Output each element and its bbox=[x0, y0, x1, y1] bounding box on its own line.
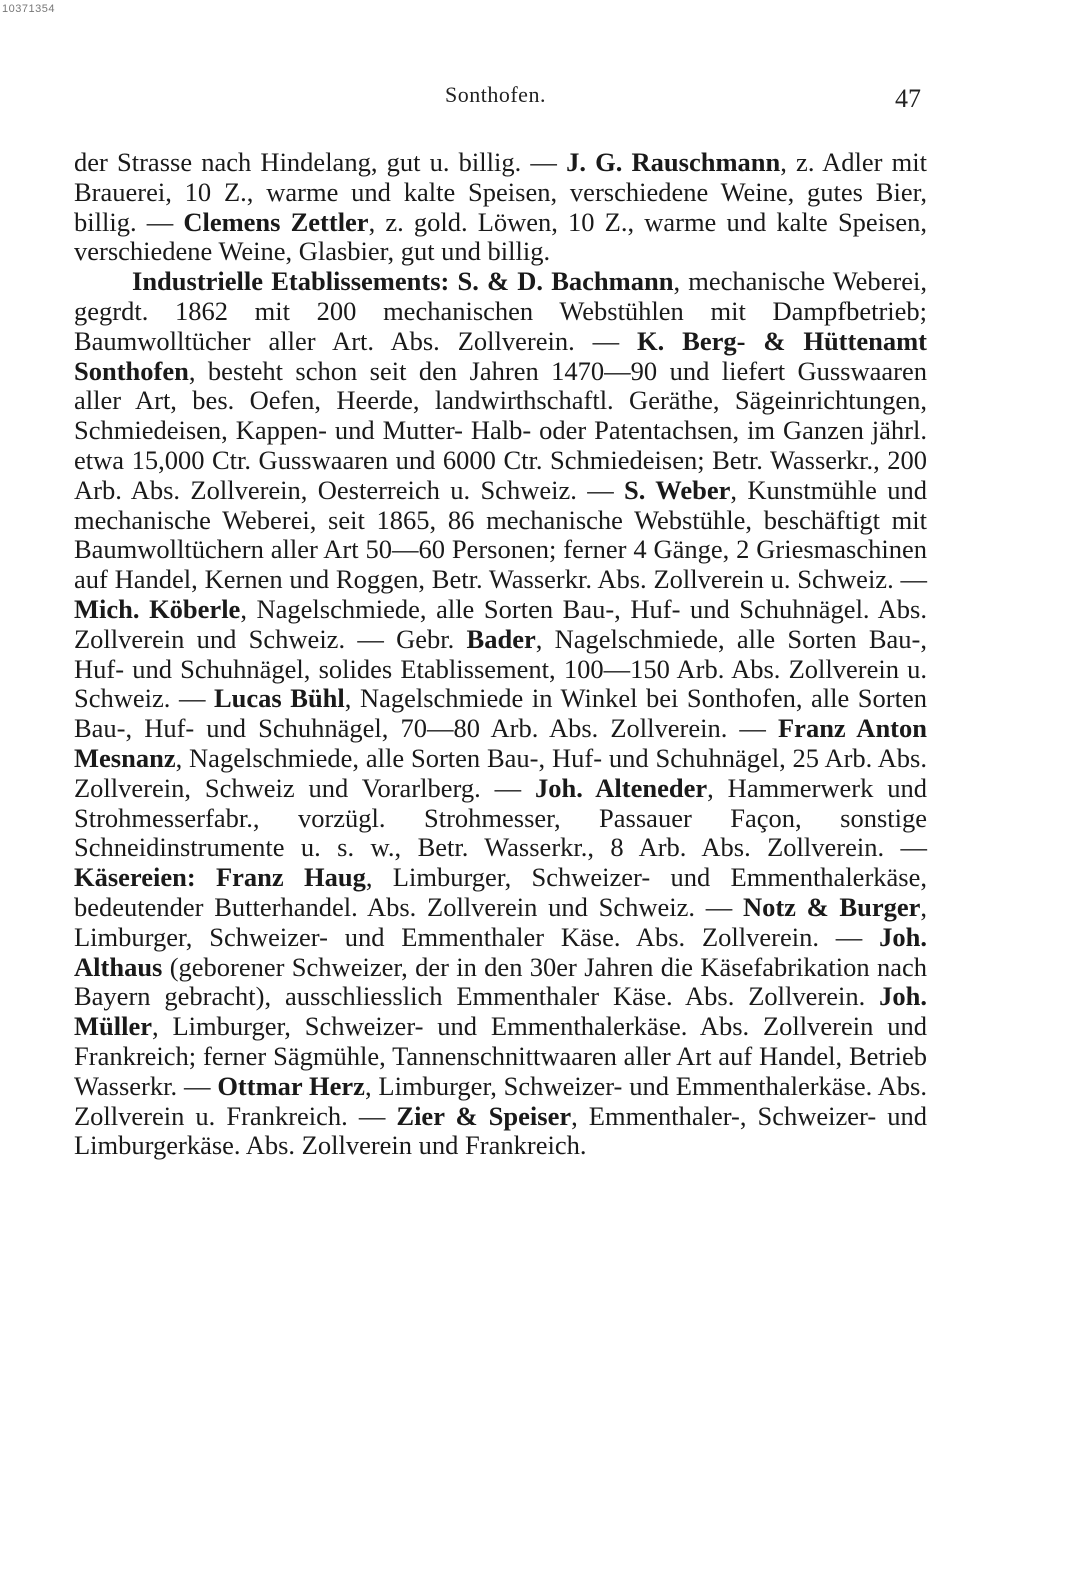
body-text bbox=[74, 148, 927, 1161]
bold-name: Mich. Köberle bbox=[74, 593, 241, 624]
bold-name: S. Weber bbox=[624, 474, 731, 505]
bold-name: Clemens Zettler bbox=[183, 206, 369, 237]
text-run: der Strasse nach Hindelang, gut u. billig. — bbox=[74, 147, 567, 177]
text-run: , Limburger, Schweizer- und Emmenthalerkäse. Abs. Zollverein u. Frankreich. — bbox=[74, 1070, 927, 1131]
text-run: , Kunstmühle und mechanische Weberei, seit 1865, 86 mechanische Webstühle, beschäftigt mit Baumwolltüchern aller Art 50—60 Personen; ferner 4 Gänge, 2 Griesmaschinen auf Handel, Kernen und Roggen, Betr. Wasserkr. Abs. Zollverein u. Schweiz. — bbox=[74, 474, 927, 595]
text-run: , besteht schon seit den Jahren 1470—90 und liefert Gusswaaren aller Art, bes. Oefen, Heerde, landwirthschaftl. Geräthe, Sägeinrichtungen, Schmiedeisen, Kappen- und Mutter- Halb- oder Patentachsen, im Ganzen jährl. etwa 15,000 Ctr. Gusswaaren und 6000 Ctr. Schmiedeisen; Betr. Wasserkr., 200 Arb. Abs. Zollverein, Oesterreich u. Schweiz. — bbox=[74, 355, 927, 505]
text-run: , Limburger, Schweizer- und Emmenthalerkäse. Abs. Zollverein und Frankreich; ferner Sägmühle, Tannenschnittwaaren aller Art auf Handel, Betrieb Wasserkr. — bbox=[74, 1011, 927, 1101]
bold-name: Käsereien: Franz Haug bbox=[74, 862, 366, 893]
paragraph bbox=[74, 267, 927, 1161]
running-head: Sonthofen. bbox=[445, 82, 546, 107]
text-run: , Hammerwerk und Strohmesserfabr., vorzügl. Strohmesser, Passauer Façon, sonstige Schneidinstrumente u. s. w., Betr. Wasserkr., 8 Arb. Abs. Zollverein. — bbox=[74, 772, 928, 863]
text-run: , Limburger, Schweizer- und Emmenthaler Käse. Abs. Zollverein. — bbox=[74, 891, 928, 952]
bold-name: Industrielle Etablissements: S. & D. Bachmann bbox=[132, 266, 674, 297]
bold-name: J. G. Rauschmann bbox=[566, 147, 781, 177]
text-run: , Nagelschmiede in Winkel bei Sonthofen, alle Sorten Bau-, Huf- und Schuhnägel, 70—80 Arb. Abs. Zollverein. — bbox=[74, 683, 927, 744]
bold-name: Bader bbox=[466, 623, 536, 654]
text-run: , Nagelschmiede, alle Sorten Bau-, Huf- und Schuhnägel, solides Etablissement, 100—150 Arb. Abs. Zollverein u. Schweiz. — bbox=[74, 623, 927, 714]
text-run: , Nagelschmiede, alle Sorten Bau-, Huf- und Schuhnägel. Abs. Zollverein und Schweiz. — Gebr. bbox=[74, 593, 927, 654]
text-run: , Nagelschmiede, alle Sorten Bau-, Huf- und Schuhnägel, 25 Arb. Abs. Zollverein, Schweiz und Vorarlberg. — bbox=[74, 742, 927, 803]
bold-name: Ottmar Herz bbox=[217, 1070, 365, 1101]
scan-id: 10371354 bbox=[2, 3, 55, 15]
text-run: , mechanische Weberei, gegrdt. 1862 mit 200 mechanischen Webstühlen mit Dampfbetrieb; Baumwolltücher aller Art. Abs. Zollverein. — bbox=[74, 266, 927, 356]
bold-name: Joh. Müller bbox=[74, 981, 927, 1042]
bold-name: Lucas Bühl bbox=[213, 683, 345, 714]
paragraph bbox=[74, 148, 927, 267]
bold-name: Franz Anton Mesnanz bbox=[74, 713, 927, 773]
text-run: (geborener Schweizer, der in den 30er Jahren die Käsefabrikation nach Bayern gebracht), ausschliesslich Emmenthaler Käse. Abs. Zollverein. bbox=[74, 951, 927, 1012]
bold-name: Joh. Alteneder bbox=[535, 772, 708, 803]
bold-name: Notz & Burger bbox=[742, 891, 921, 922]
text-run: , z. Adler mit Brauerei, 10 Z., warme und kalte Speisen, verschiedene Weine, gutes Bier, billig. — bbox=[74, 147, 927, 237]
bold-name: Zier & Speiser bbox=[396, 1100, 572, 1131]
text-run: , Emmenthaler-, Schweizer- und Limburgerkäse. Abs. Zollverein und Frankreich. bbox=[74, 1100, 927, 1161]
page-number: 47 bbox=[895, 84, 921, 113]
text-run: , Limburger, Schweizer- und Emmenthalerkäse, bedeutender Butterhandel. Abs. Zollverein und Schweiz. — bbox=[74, 862, 927, 922]
text-run: , z. gold. Löwen, 10 Z., warme und kalte Speisen, verschiedene Weine, Glasbier, gut und billig. bbox=[74, 206, 927, 267]
bold-name: Joh. Althaus bbox=[74, 921, 927, 982]
bold-name: K. Berg- & Hüttenamt Sonthofen bbox=[74, 325, 927, 386]
